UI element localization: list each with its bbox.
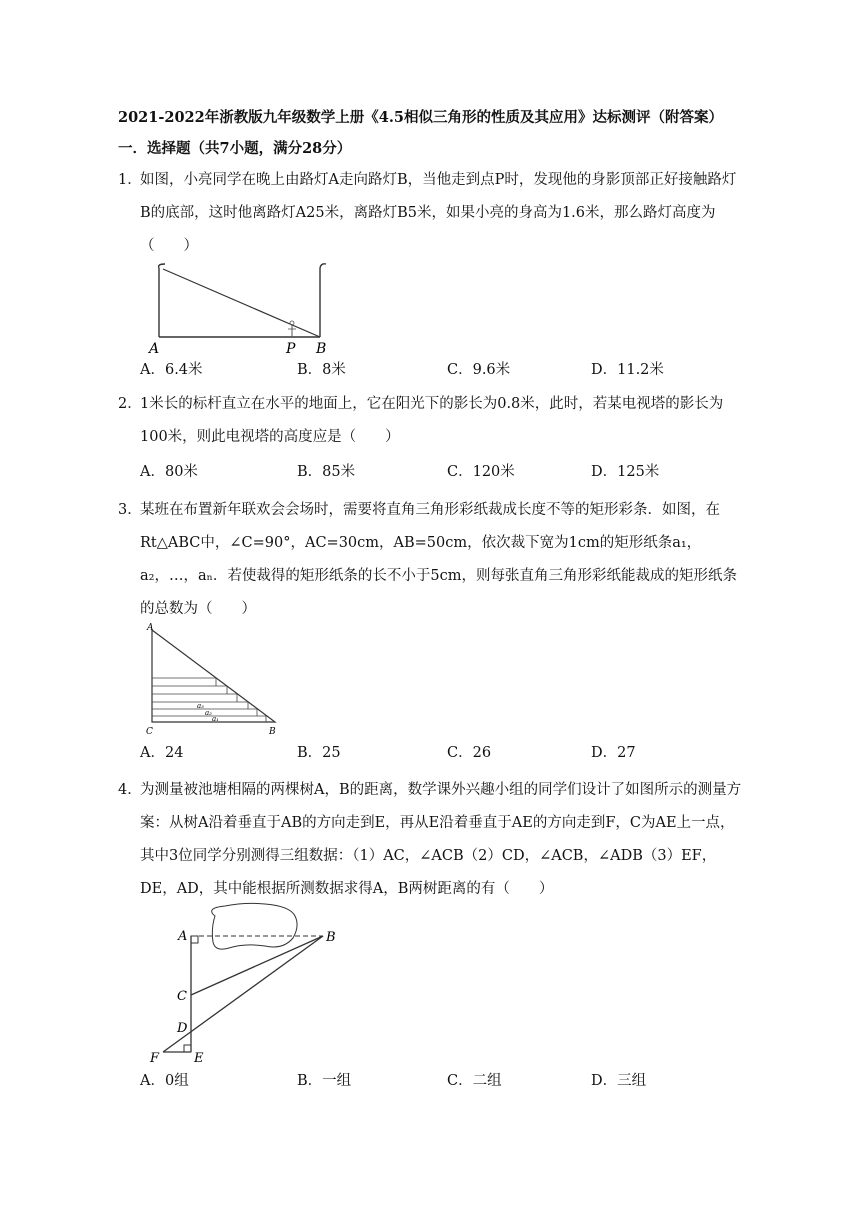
option-a: A．0组 [140, 1073, 189, 1089]
label-D: D [177, 1021, 188, 1036]
label-A: A [149, 341, 160, 357]
option-b: B．25 [297, 745, 341, 761]
question-text: 某班在布置新年联欢会会场时，需要将直角三角形彩纸裁成长度不等的矩形彩条．如图，在Rt△ABC中，∠C=90°，AC=30cm，AB=50cm，依次裁下宽为1cm的矩形纸条a₁，a₂，…，aₙ．若使裁得的矩形纸条的长不小于5cm，则每张直角三角形彩纸能裁成的矩形纸条的总数为（ ） [140, 502, 737, 617]
option-c: C．9.6米 [447, 362, 511, 378]
question-text: 为测量被池塘相隔的两棵树A，B的距离，数学课外兴趣小组的同学们设计了如图所示的测量方案：从树A沿着垂直于AB的方向走到E，再从E沿着垂直于AE的方向走到F，C为AE上一点，其中3位同学分别测得三组数据：（1）AC，∠ACB（2）CD，∠ACB，∠ADB（3）EF，DE，AD，其中能根据所测数据求得A，B两树距离的有（ ） [140, 782, 742, 897]
label-B: B [269, 727, 276, 737]
label-a3: a₃ [197, 702, 204, 710]
option-c: C．120米 [447, 464, 515, 480]
label-C: C [177, 989, 187, 1004]
options-q1 [140, 358, 760, 380]
label-P: P [286, 341, 296, 357]
label-E: E [194, 1051, 204, 1066]
figure-pond-measurement [145, 900, 355, 1068]
label-C: C [146, 727, 153, 737]
option-a: A．6.4米 [140, 362, 203, 378]
question-number: 3． [118, 502, 142, 518]
question-number: 2． [118, 396, 142, 412]
option-a: A．24 [140, 745, 184, 761]
question-number: 1． [118, 172, 142, 188]
label-A: A [178, 929, 188, 944]
label-B: B [316, 341, 327, 357]
question-4 [118, 774, 746, 906]
option-d: D．三组 [591, 1073, 647, 1089]
option-d: D．125米 [591, 464, 660, 480]
option-b: B．85米 [297, 464, 356, 480]
section-heading: 一．选择题（共7小题，满分28分） [118, 140, 352, 157]
option-c: C．26 [447, 745, 492, 761]
label-a2: a₂ [205, 709, 212, 717]
question-text: 如图，小亮同学在晚上由路灯A走向路灯B，当他走到点P时，发现他的身影顶部正好接触路灯B的底部，这时他离路灯A25米，离路灯B5米，如果小亮的身高为1.6米，那么路灯高度为（ ） [140, 172, 737, 254]
option-a: A．80米 [140, 464, 198, 480]
label-A: A [147, 623, 154, 633]
question-number: 4． [118, 782, 142, 798]
question-2 [118, 388, 746, 454]
document-title: 2021-2022年浙教版九年级数学上册《4.5相似三角形的性质及其应用》达标测评（附答案） [118, 109, 723, 126]
option-b: B．8米 [297, 362, 346, 378]
options-q2 [140, 460, 760, 482]
label-F: F [150, 1051, 160, 1066]
figure-right-triangle-strips [145, 622, 285, 738]
options-q3 [140, 741, 760, 763]
option-c: C．二组 [447, 1073, 502, 1089]
label-B: B [326, 930, 336, 945]
question-3 [118, 494, 746, 626]
question-text: 1米长的标杆直立在水平的地面上，它在阳光下的影长为0.8米，此时，若某电视塔的影长为100米，则此电视塔的高度应是（ ） [140, 396, 724, 445]
question-1 [118, 164, 746, 263]
figure-streetlights [145, 258, 345, 358]
option-b: B．一组 [297, 1073, 352, 1089]
label-a1: a₁ [212, 715, 219, 723]
option-d: D．27 [591, 745, 636, 761]
options-q4 [140, 1069, 760, 1091]
option-d: D．11.2米 [591, 362, 664, 378]
